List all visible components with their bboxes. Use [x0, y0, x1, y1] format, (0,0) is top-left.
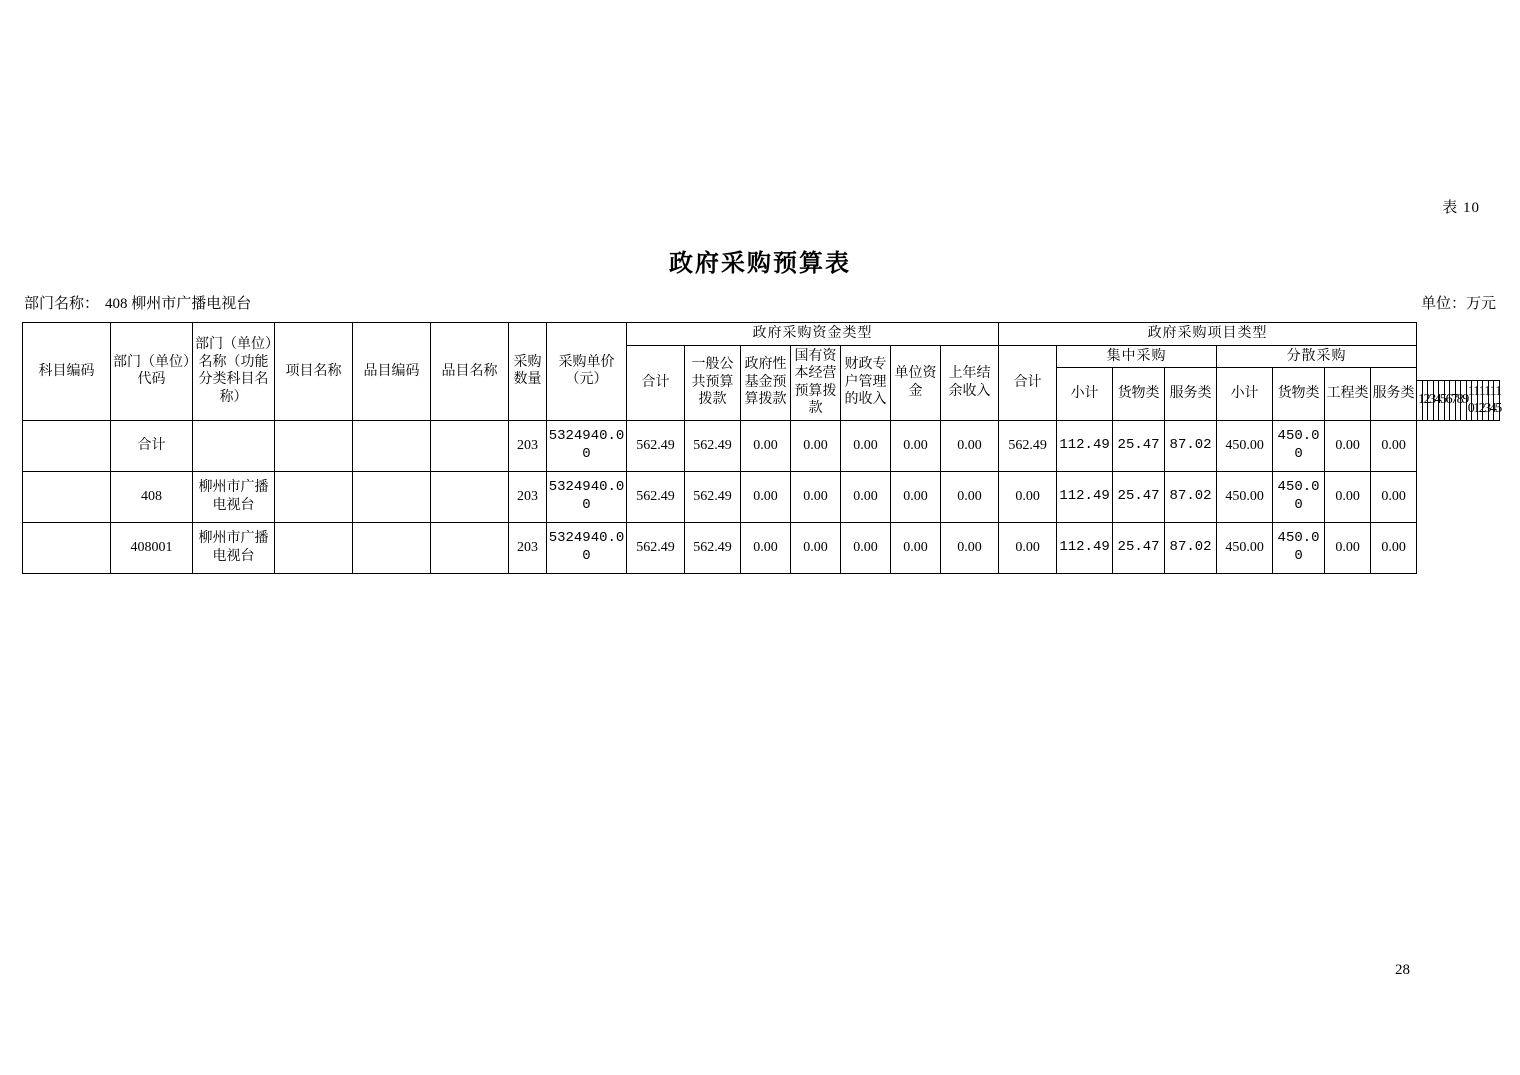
colnum-2: 2	[1422, 380, 1428, 420]
meta-row	[24, 292, 1496, 314]
colnum-7: 7	[1450, 380, 1456, 420]
cell-project-name	[275, 420, 353, 471]
col-cen-goods: 货物类	[1113, 368, 1165, 421]
cell-item-name	[431, 471, 509, 522]
cell-item-code	[353, 471, 431, 522]
cell-cen-services: 87.02	[1165, 522, 1217, 573]
cell-project-total: 0.00	[999, 522, 1057, 573]
cell-prior-year-surplus: 0.00	[941, 420, 999, 471]
cell-cen-goods: 25.47	[1113, 522, 1165, 573]
colnum-8: 8	[1455, 380, 1461, 420]
col-unit-price: 采购单价（元）	[547, 323, 627, 421]
cell-fund-total: 562.49	[627, 522, 685, 573]
cell-gov-fund-budget: 0.00	[741, 522, 791, 573]
col-item-code: 品目编码	[353, 323, 431, 421]
cell-project-name	[275, 522, 353, 573]
col-project-total: 合计	[999, 345, 1057, 420]
cell-fund-total: 562.49	[627, 420, 685, 471]
colnum-12: 12	[1477, 380, 1483, 420]
cell-unit-funds: 0.00	[891, 420, 941, 471]
unit-label: 单位：万元	[1420, 296, 1496, 312]
colnum-11: 11	[1472, 380, 1478, 420]
cell-public-budget: 562.49	[685, 522, 741, 573]
col-dec-works: 工程类	[1325, 368, 1371, 421]
cell-prior-year-surplus: 0.00	[941, 471, 999, 522]
cell-unit-funds: 0.00	[891, 471, 941, 522]
cell-dec-works: 0.00	[1325, 522, 1371, 573]
col-dec-goods: 货物类	[1273, 368, 1325, 421]
cell-subject-code	[23, 420, 111, 471]
colnum-10: 10	[1466, 380, 1472, 420]
col-fund-total: 合计	[627, 345, 685, 420]
col-public-budget: 一般公共预算拨款	[685, 345, 741, 420]
col-fiscal-special-account: 财政专户管理的收入	[841, 345, 891, 420]
cell-unit-price: 5324940.00	[547, 471, 627, 522]
cell-dec-subtotal: 450.00	[1217, 471, 1273, 522]
cell-item-name	[431, 522, 509, 573]
cell-public-budget: 562.49	[685, 471, 741, 522]
cell-dec-subtotal: 450.00	[1217, 420, 1273, 471]
col-unit-funds: 单位资金	[891, 345, 941, 420]
cell-quantity: 203	[509, 420, 547, 471]
cell-dept-code: 408	[111, 471, 193, 522]
cell-dec-works: 0.00	[1325, 471, 1371, 522]
cell-dept-name: 柳州市广播电视台	[193, 522, 275, 573]
cell-fiscal-special-account: 0.00	[841, 420, 891, 471]
page-title: 政府采购预算表	[669, 251, 851, 277]
col-prior-year-surplus: 上年结余收入	[941, 345, 999, 420]
table-row	[23, 522, 1500, 573]
colnum-3: 3	[1428, 380, 1434, 420]
col-subject-code: 科目编码	[23, 323, 111, 421]
group-centralized: 集中采购	[1057, 345, 1217, 368]
cell-quantity: 203	[509, 471, 547, 522]
department-value: 408 柳州市广播电视台	[105, 296, 252, 312]
cell-dec-services: 0.00	[1371, 420, 1417, 471]
colnum-15: 15	[1494, 380, 1500, 420]
cell-cen-goods: 25.47	[1113, 471, 1165, 522]
cell-cen-goods: 25.47	[1113, 420, 1165, 471]
procurement-budget-table	[22, 322, 1503, 574]
cell-fiscal-special-account: 0.00	[841, 471, 891, 522]
col-gov-fund-budget: 政府性基金预算拨款	[741, 345, 791, 420]
group-project-type: 政府采购项目类型	[999, 323, 1417, 346]
col-item-name: 品目名称	[431, 323, 509, 421]
cell-subject-code	[23, 471, 111, 522]
cell-soe-capital-budget: 0.00	[791, 420, 841, 471]
cell-dec-goods: 450.00	[1273, 522, 1325, 573]
colnum-9: 9	[1461, 380, 1467, 420]
cell-unit-price: 5324940.00	[547, 522, 627, 573]
col-dept-code: 部门（单位）代码	[111, 323, 193, 421]
cell-dec-services: 0.00	[1371, 522, 1417, 573]
cell-cen-services: 87.02	[1165, 420, 1217, 471]
cell-fiscal-special-account: 0.00	[841, 522, 891, 573]
cell-project-total: 0.00	[999, 471, 1057, 522]
cell-unit-funds: 0.00	[891, 522, 941, 573]
cell-cen-subtotal: 112.49	[1057, 471, 1113, 522]
cell-subject-code	[23, 522, 111, 573]
cell-dec-goods: 450.00	[1273, 420, 1325, 471]
cell-dept-code: 合计	[111, 420, 193, 471]
cell-dept-code: 408001	[111, 522, 193, 573]
colnum-13: 13	[1483, 380, 1489, 420]
cell-dec-works: 0.00	[1325, 420, 1371, 471]
cell-soe-capital-budget: 0.00	[791, 471, 841, 522]
page-number: 28	[1395, 962, 1410, 978]
col-soe-capital-budget: 国有资本经营预算拨款	[791, 345, 841, 420]
colnum-5: 5	[1439, 380, 1445, 420]
col-dept-name: 部门（单位）名称（功能分类科目名称）	[193, 323, 275, 421]
cell-item-code	[353, 522, 431, 573]
col-cen-subtotal: 小计	[1057, 368, 1113, 421]
col-project-name: 项目名称	[275, 323, 353, 421]
cell-quantity: 203	[509, 522, 547, 573]
cell-project-total: 562.49	[999, 420, 1057, 471]
cell-dec-services: 0.00	[1371, 471, 1417, 522]
cell-dept-name	[193, 420, 275, 471]
cell-unit-price: 5324940.00	[547, 420, 627, 471]
col-dec-subtotal: 小计	[1217, 368, 1273, 421]
col-dec-services: 服务类	[1371, 368, 1417, 421]
header-row-1	[23, 323, 1500, 346]
cell-soe-capital-budget: 0.00	[791, 522, 841, 573]
col-quantity: 采购数量	[509, 323, 547, 421]
colnum-1: 1	[1417, 380, 1423, 420]
department-meta	[24, 292, 251, 313]
colnum-6: 6	[1444, 380, 1450, 420]
cell-dec-subtotal: 450.00	[1217, 522, 1273, 573]
cell-cen-subtotal: 112.49	[1057, 420, 1113, 471]
group-fund-type: 政府采购资金类型	[627, 323, 999, 346]
cell-item-code	[353, 420, 431, 471]
cell-item-name	[431, 420, 509, 471]
cell-dept-name: 柳州市广播电视台	[193, 471, 275, 522]
cell-prior-year-surplus: 0.00	[941, 522, 999, 573]
sheet-label: 表 10	[1442, 200, 1480, 216]
cell-dec-goods: 450.00	[1273, 471, 1325, 522]
cell-project-name	[275, 471, 353, 522]
cell-gov-fund-budget: 0.00	[741, 471, 791, 522]
group-decentralized: 分散采购	[1217, 345, 1417, 368]
cell-cen-services: 87.02	[1165, 471, 1217, 522]
cell-public-budget: 562.49	[685, 420, 741, 471]
cell-gov-fund-budget: 0.00	[741, 420, 791, 471]
table-row	[23, 420, 1500, 471]
table-row	[23, 471, 1500, 522]
cell-cen-subtotal: 112.49	[1057, 522, 1113, 573]
department-label: 部门名称：	[24, 296, 100, 312]
colnum-4: 4	[1433, 380, 1439, 420]
cell-fund-total: 562.49	[627, 471, 685, 522]
colnum-14: 14	[1488, 380, 1494, 420]
col-cen-services: 服务类	[1165, 368, 1217, 421]
